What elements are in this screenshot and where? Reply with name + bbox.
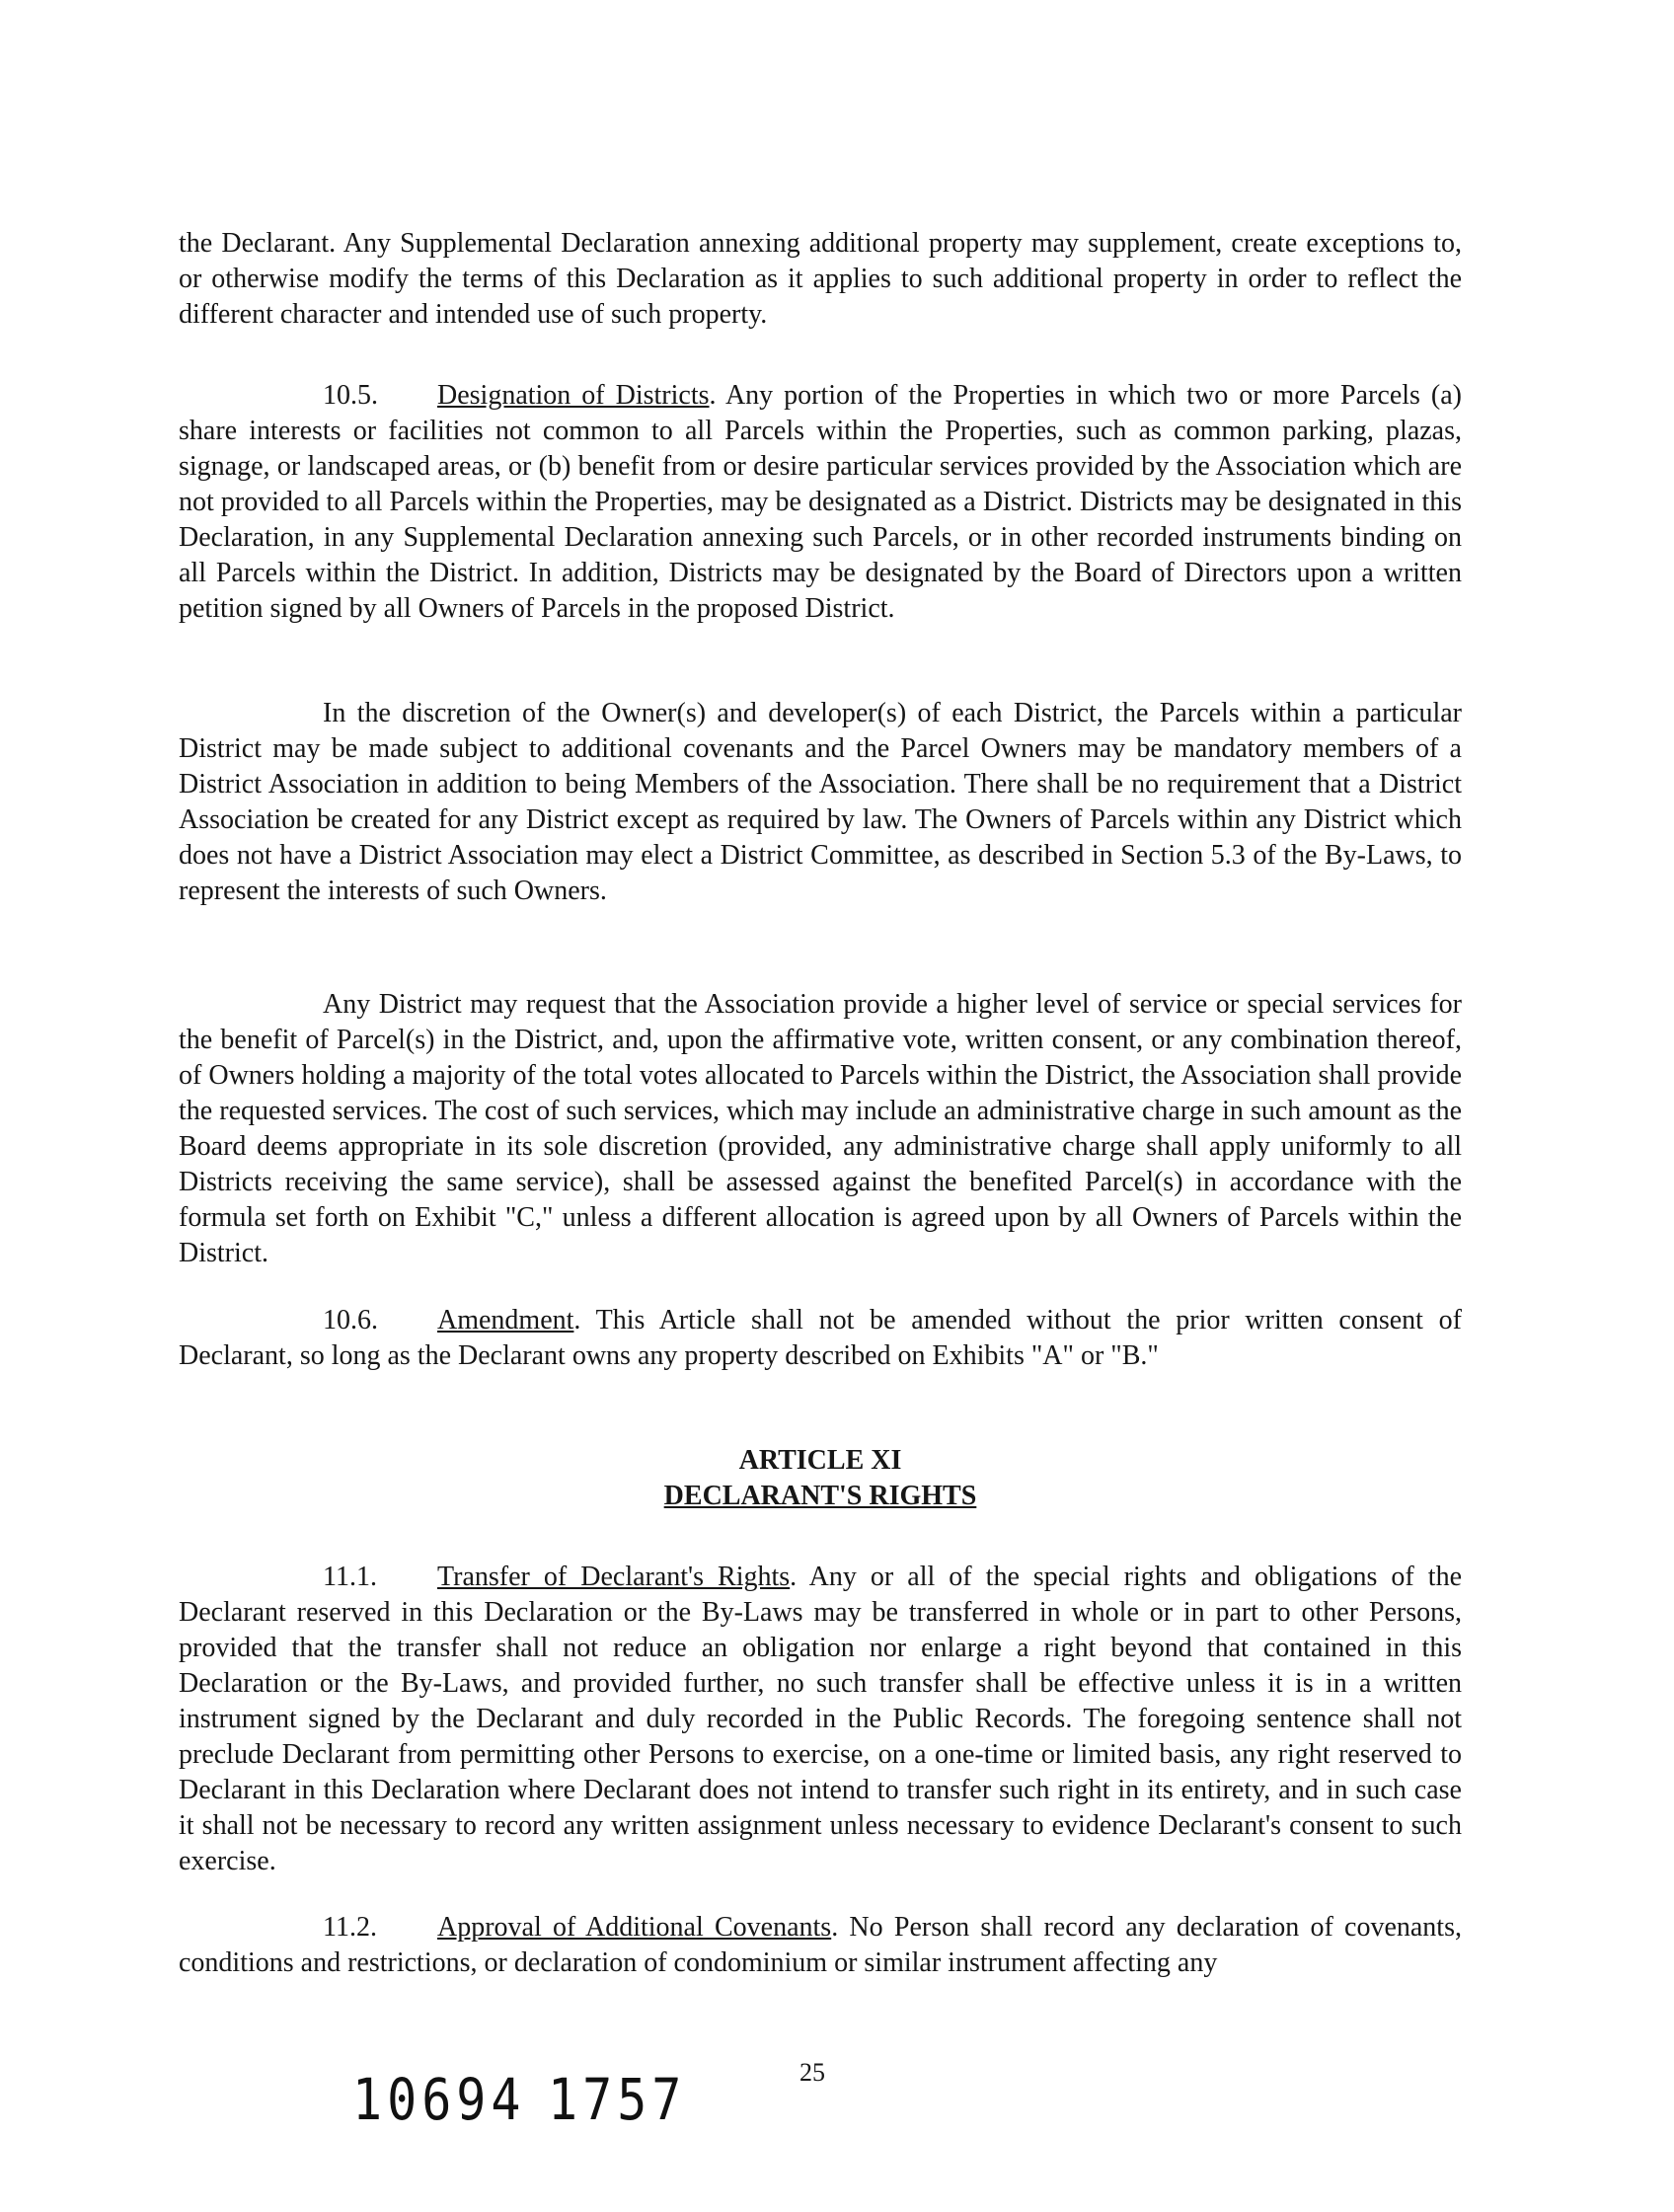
district-services-text: Any District may request that the Association provide a higher level of service or special services for the benefit of Parcel(s) in the District, and, upon the affirmative vote, written consent, or any combination thereof, of Owners holding a majority of the total votes allocated to Parcels within the District, the Association shall provide the requested services. The cost of such services, which may include an administrative charge in such amount as the Board deems appropriate in its sole discretion (provided, any administrative charge shall apply uniformly to all Districts receiving the same service), shall be assessed against the benefited Parcel(s) in accordance with the formula set forth on Exhibit "C," unless a different allocation is agreed upon by all Owners of Parcels within the District. bbox=[179, 989, 1462, 1268]
section-10-5-number: 10.5. bbox=[323, 380, 378, 411]
section-11-1-number: 11.1. bbox=[323, 1562, 377, 1592]
section-10-6 bbox=[179, 1303, 1462, 1374]
article-heading: ARTICLE XI bbox=[738, 1445, 902, 1476]
section-10-6-number: 10.6. bbox=[323, 1305, 378, 1335]
continued-paragraph: the Declarant. Any Supplemental Declaration annexing additional property may supplement, create exceptions to, or otherwise modify the terms of this Declaration as it applies to such additional property in order to reflect the different character and intended use of such property. bbox=[179, 228, 1462, 330]
section-11-2 bbox=[179, 1910, 1462, 1981]
section-11-2-number: 11.2. bbox=[323, 1912, 377, 1943]
district-members-text: In the discretion of the Owner(s) and developer(s) of each District, the Parcels within a particular District may be made subject to additional covenants and the Parcel Owners may be mandatory members of a District Association in addition to being Members of the Association. There shall be no requirement that a District Association be created for any District except as required by law. The Owners of Parcels within any District which does not have a District Association may elect a District Committee, as described in Section 5.3 of the By-Laws, to represent the interests of such Owners. bbox=[179, 698, 1462, 906]
section-11-1-title: Transfer of Declarant's Rights bbox=[437, 1562, 791, 1592]
section-10-5-title: Designation of Districts bbox=[437, 380, 710, 411]
article-title: DECLARANT'S RIGHTS bbox=[663, 1481, 977, 1511]
section-11-2-body: . No Person shall record any declaration of covenants, conditions and restrictions, or declaration of condominium or similar instrument affecting any bbox=[179, 1912, 1462, 1978]
recording-page-stamp: 1757 bbox=[548, 2066, 687, 2133]
recording-book-stamp: 10694 bbox=[352, 2066, 526, 2133]
section-11-1 bbox=[179, 1560, 1462, 1879]
page-number: 25 bbox=[799, 2058, 825, 2087]
section-10-5 bbox=[179, 378, 1462, 627]
district-members-paragraph bbox=[179, 696, 1462, 909]
section-11-1-body: . Any or all of the special rights and obligations of the Declarant reserved in this Declaration or the By-Laws may be transferred in whole or in part to other Persons, provided that the transfer shall not reduce an obligation nor enlarge a right beyond that contained in this Declaration or the By-Laws, and provided further, no such transfer shall be effective unless it is in a written instrument signed by the Declarant and duly recorded in the Public Records. The foregoing sentence shall not preclude Declarant from permitting other Persons to exercise, on a one-time or limited basis, any right reserved to Declarant in this Declaration where Declarant does not intend to transfer such right in its entirety, and in such case it shall not be necessary to record any written assignment unless necessary to evidence Declarant's consent to such exercise. bbox=[179, 1562, 1463, 1876]
district-services-paragraph bbox=[179, 987, 1462, 1271]
section-10-6-title: Amendment bbox=[437, 1305, 574, 1335]
section-11-2-title: Approval of Additional Covenants bbox=[437, 1912, 832, 1943]
section-10-5-body: . Any portion of the Properties in which two or more Parcels (a) share interests or facilities not common to all Parcels within the Properties, such as common parking, plazas, signage, or landscaped areas, or (b) benefit from or desire particular services provided by the Association which are not provided to all Parcels within the Properties, may be designated as a District. Districts may be designated in this Declaration, in any Supplemental Declaration annexing such Parcels, or in other recorded instruments binding on all Parcels within the District. In addition, Districts may be designated by the Board of Directors upon a written petition signed by all Owners of Parcels in the proposed District. bbox=[179, 380, 1462, 624]
section-10-6-body: . This Article shall not be amended without the prior written consent of Declarant, so long as the Declarant owns any property described on Exhibits "A" or "B." bbox=[179, 1305, 1462, 1371]
